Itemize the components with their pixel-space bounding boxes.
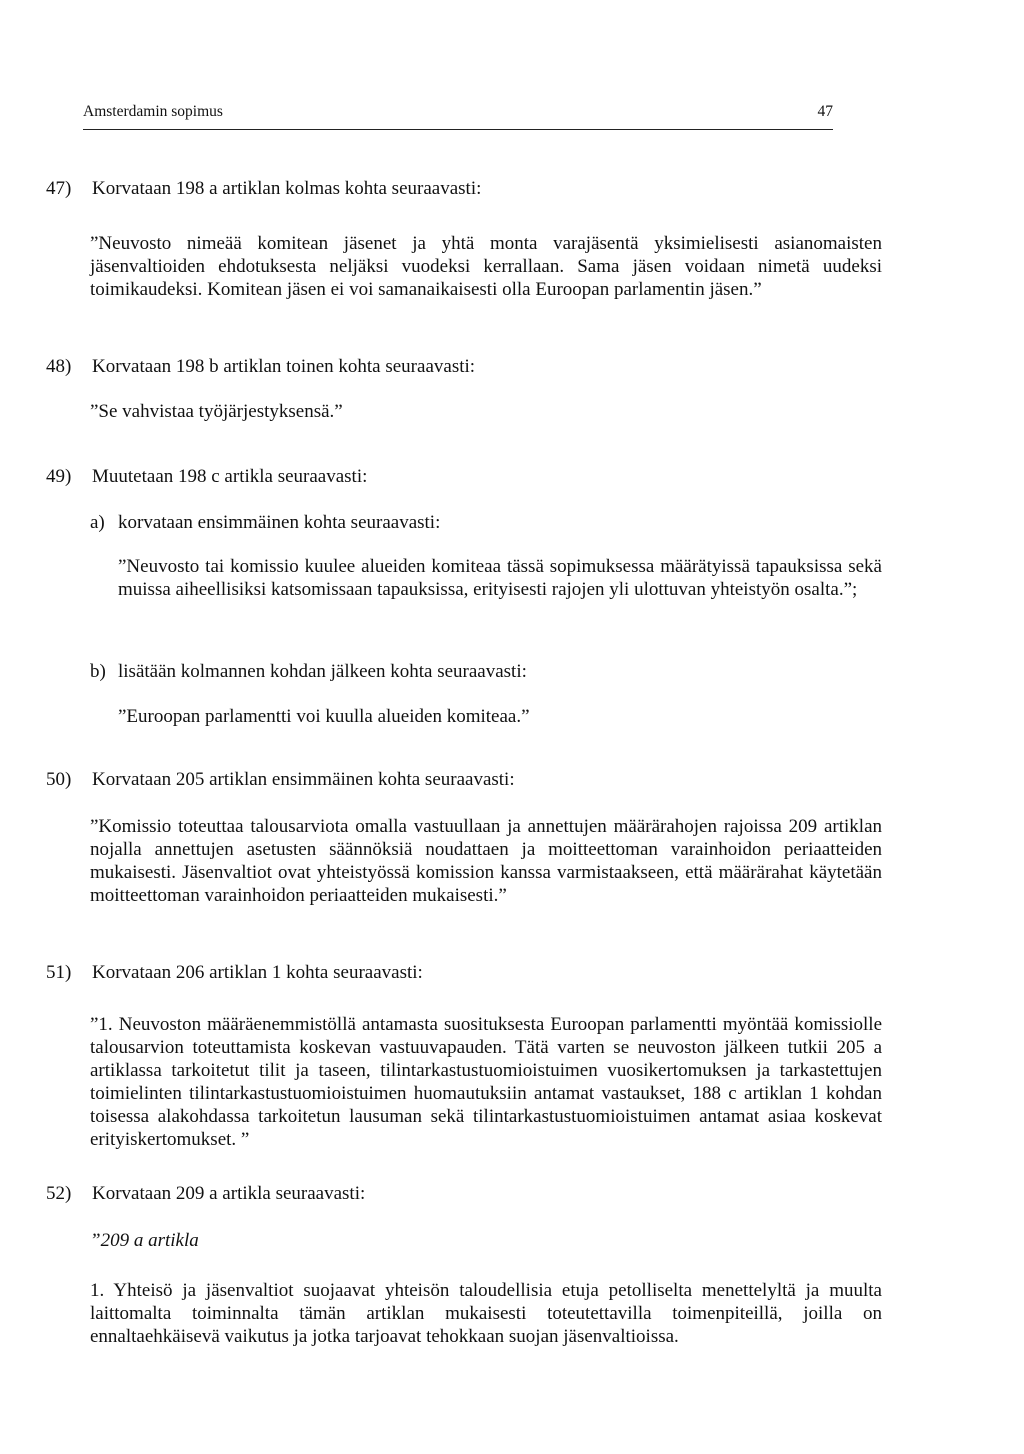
item-heading-text: Korvataan 198 a artiklan kolmas kohta seuraavasti: (92, 178, 482, 199)
sub-item-heading-text: lisätään kolmannen kohdan jälkeen kohta seuraavasti: (118, 661, 527, 682)
document-title: Amsterdamin sopimus (83, 103, 223, 120)
running-header (83, 103, 833, 130)
item-49-heading (46, 465, 367, 488)
item-heading-text: Korvataan 206 artiklan 1 kohta seuraavasti: (92, 962, 423, 983)
sub-item-letter: b) (90, 661, 106, 682)
item-51-quote: ”1. Neuvoston määräenemmistöllä antamasta suosituksesta Euroopan parlamentti myöntää komissiolle talousarvion toteuttamista koskevan vastuuvapauden. Tätä varten se neuvoston jälkeen tutkii 205 a artiklassa tarkoitetut tilit ja taseen, tilintarkastustuomioistuimen vuosikertomuksen ja tarkastettujen toimielinten tilintarkastustuomioistuimen huomautuksiin antamat vastaukset, 188 c artiklan 1 kohdan toisessa alakohdassa tarkoitetun lausuman sekä tilintarkastustuomioistuimen antamat asiaa koskevat erityiskertomukset. ” (90, 1014, 882, 1150)
item-heading-text: Korvataan 209 a artikla seuraavasti: (92, 1183, 366, 1204)
item-49b-heading (90, 660, 527, 683)
item-number: 47) (46, 178, 72, 199)
item-47-heading (46, 177, 481, 200)
item-number: 51) (46, 962, 72, 983)
article-paragraph-1: 1. Yhteisö ja jäsenvaltiot suojaavat yhteisön taloudellisia etuja petolliselta menettelyltä ja muulta laittomalta toiminnalta tämän artiklan mukaisesti toteutettavilla toimenpiteillä, joilla on ennaltaehkäisevä vaikutus ja jotka tarjoavat tehokkaan suojan jäsenvaltioissa. (90, 1280, 882, 1347)
item-49b-quote: ”Euroopan parlamentti voi kuulla alueiden komiteaa.” (118, 706, 530, 727)
item-number: 52) (46, 1183, 72, 1204)
item-heading-text: Korvataan 205 artiklan ensimmäinen kohta seuraavasti: (92, 769, 515, 790)
page-number: 47 (817, 103, 833, 120)
item-51-heading (46, 961, 423, 984)
item-number: 50) (46, 769, 72, 790)
item-47-quote: ”Neuvosto nimeää komitean jäsenet ja yhtä monta varajäsentä yksimielisesti asianomaisten jäsenvaltioiden ehdotuksesta neljäksi vuodeksi kerrallaan. Sama jäsen voidaan nimetä uudeksi toimikaudeksi. Komitean jäsen ei voi samanaikaisesti olla Euroopan parlamentin jäsen.” (90, 233, 882, 300)
item-heading-text: Korvataan 198 b artiklan toinen kohta seuraavasti: (92, 356, 476, 377)
sub-item-letter: a) (90, 512, 105, 533)
item-49a-heading (90, 511, 440, 534)
article-title: ”209 a artikla (90, 1230, 199, 1251)
item-52-heading (46, 1182, 365, 1205)
item-number: 48) (46, 356, 72, 377)
item-50-quote: ”Komissio toteuttaa talousarviota omalla vastuullaan ja annettujen määrärahojen rajoissa 209 artiklan nojalla annettujen asetusten säännöksiä noudattaen ja moitteettoman varainhoidon periaatteiden mukaisesti. Jäsenvaltiot ovat yhteistyössä komission kanssa varmistaakseen, että määrärahat käytetään moitteettoman varainhoidon periaatteiden mukaisesti.” (90, 816, 882, 906)
item-number: 49) (46, 466, 72, 487)
item-heading-text: Muutetaan 198 c artikla seuraavasti: (92, 466, 368, 487)
item-48-quote: ”Se vahvistaa työjärjestyksensä.” (90, 401, 343, 422)
item-49a-quote: ”Neuvosto tai komissio kuulee alueiden komiteaa tässä sopimuksessa määrätyissä tapauksissa sekä muissa aiheellisiksi katsomissaan tapauksissa, erityisesti rajojen yli ulottuvan yhteistyön osalta.”; (118, 556, 882, 600)
sub-item-heading-text: korvataan ensimmäinen kohta seuraavasti: (118, 512, 441, 533)
item-50-heading (46, 768, 515, 791)
item-48-heading (46, 355, 475, 378)
